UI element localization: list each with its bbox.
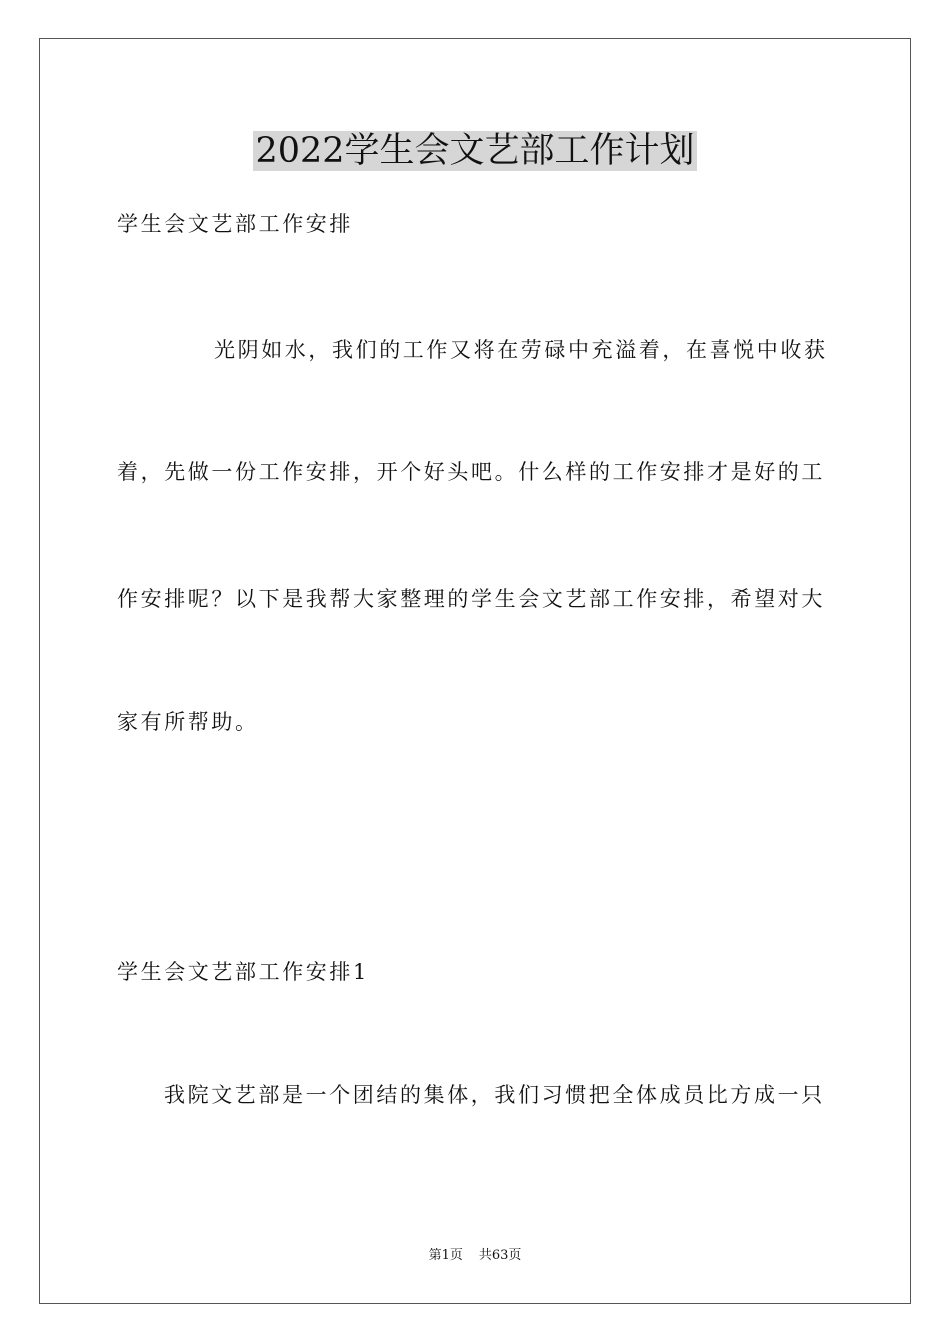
intro-paragraph-line: 作安排呢？以下是我帮大家整理的学生会文艺部工作安排，希望对大 [117, 587, 825, 611]
page-total: 共63页 [478, 1248, 522, 1263]
intro-paragraph-line: 光阴如水，我们的工作又将在劳碌中充溢着，在喜悦中收获 [214, 338, 828, 362]
intro-paragraph-line: 着，先做一份工作安排，开个好头吧。什么样的工作安排才是好的工 [117, 460, 825, 484]
section-heading: 学生会文艺部工作安排1 [117, 960, 369, 984]
page-number: 第1页 [428, 1248, 463, 1263]
section-paragraph-line: 我院文艺部是一个团结的集体，我们习惯把全体成员比方成一只 [164, 1083, 825, 1107]
subtitle: 学生会文艺部工作安排 [117, 212, 353, 236]
intro-paragraph-line: 家有所帮助。 [117, 710, 259, 734]
title-text: 2022学生会文艺部工作计划 [255, 131, 695, 171]
page-footer [0, 1246, 950, 1266]
document-title [0, 126, 950, 176]
